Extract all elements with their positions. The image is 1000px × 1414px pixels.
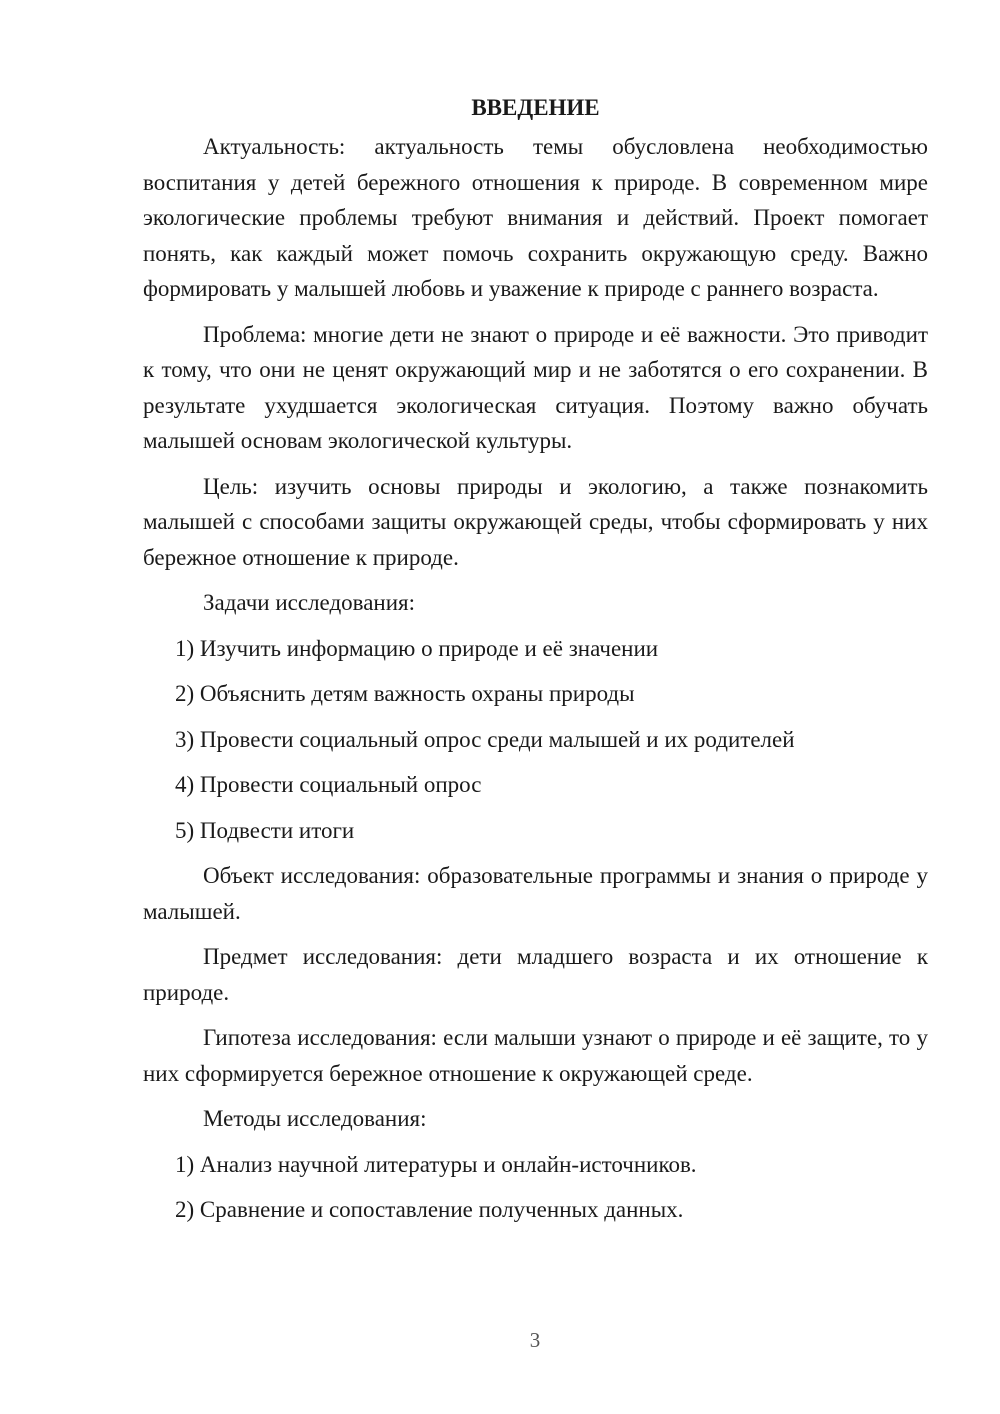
task-item: 5) Подвести итоги — [175, 817, 355, 843]
hypothesis-paragraph: Гипотеза исследования: если малыши узнают о природе и её защите, то у них сформируется бережное отношение к окружающей среде. — [143, 1025, 928, 1086]
object-paragraph: Объект исследования: образовательные программы и знания о природе у малышей. — [143, 863, 928, 924]
task-item: 2) Объяснить детям важность охраны природы — [175, 681, 635, 706]
method-item: 1) Анализ научной литературы и онлайн-источников. — [175, 1151, 697, 1177]
page-title: ВВЕДЕНИЕ — [471, 95, 600, 120]
task-item: 3) Провести социальный опрос среди малышей и их родителей — [175, 726, 795, 752]
tasks-label: Задачи исследования: — [203, 590, 416, 615]
task-item: 1) Изучить информацию о природе и её значении — [175, 635, 659, 661]
task-item: 4) Провести социальный опрос — [175, 772, 482, 797]
page-number: 3 — [529, 1328, 541, 1352]
document-page — [143, 90, 928, 1238]
problem-paragraph: Проблема: многие дети не знают о природе и её важности. Это приводит к тому, что они не ценят окружающий мир и не заботятся о его сохранении. В результате ухудшается экологическая ситуация. Поэтому важно обучать малышей основам экологической культуры. — [143, 321, 928, 453]
subject-paragraph: Предмет исследования: дети младшего возраста и их отношение к природе. — [143, 944, 928, 1005]
goal-paragraph: Цель: изучить основы природы и экологию, а также познакомить малышей с способами защиты окружающей среды, чтобы сформировать у них бережное отношение к природе. — [143, 473, 928, 570]
methods-label: Методы исследования: — [203, 1106, 427, 1131]
relevance-paragraph: Актуальность: актуальность темы обусловлена необходимостью воспитания у детей бережного отношения к природе. В современном мире экологические проблемы требуют внимания и действий. Проект помогает понять, как каждый может помочь сохранить окружающую среду. Важно формировать у малышей любовь и уважение к природе с раннего возраста. — [143, 134, 928, 301]
method-item: 2) Сравнение и сопоставление полученных данных. — [175, 1197, 684, 1222]
